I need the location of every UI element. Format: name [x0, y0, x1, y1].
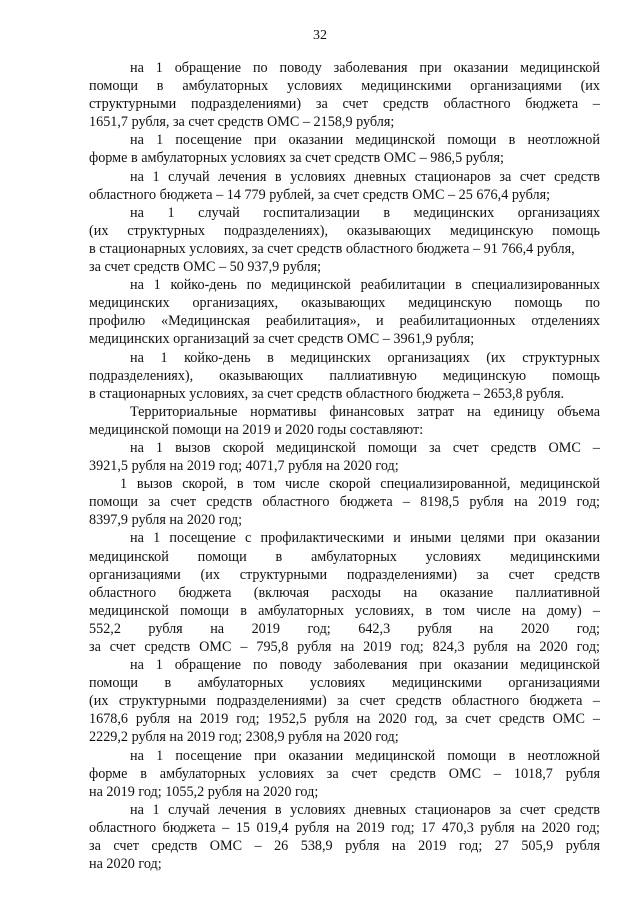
text-line: в стационарных условиях, за счет средств областного бюджета – 2653,8 рубля. — [89, 385, 565, 402]
text-line: (их структурными подразделениями) за счет средств областного бюджета – — [89, 693, 600, 710]
text-line: на 1 койко-день по медицинской реабилитации в специализированных — [130, 277, 600, 294]
text-line: 552,2 рубля на 2019 год; 642,3 рубля на 2020 год; — [89, 620, 600, 637]
text-line: на 1 обращение по поводу заболевания при оказании медицинской — [130, 60, 600, 76]
text-line: областного бюджета – 15 019,4 рубля на 2019 год; 17 470,3 рубля на 2020 год; — [89, 819, 600, 836]
text-line: на 1 койко-день в медицинских организациях (их структурных — [130, 349, 600, 366]
text-line: форме в амбулаторных условиях за счет средств ОМС – 986,5 рубля; — [89, 150, 504, 167]
body-text — [89, 59, 600, 873]
text-line: областного бюджета (включая расходы на оказание паллиативной — [89, 584, 600, 601]
text-line: медицинской помощи в амбулаторных условиях, в том числе на дому) – — [89, 602, 600, 619]
text-line: областного бюджета – 14 779 рублей, за счет средств ОМС – 25 676,4 рубля; — [89, 186, 551, 203]
text-line: структурными подразделениями) за счет средств областного бюджета – — [89, 96, 600, 113]
text-line: на 1 посещение при оказании медицинской помощи в неотложной — [130, 747, 600, 764]
text-line: (их структурных подразделениях), оказывающих медицинскую помощь — [89, 222, 600, 239]
text-line: за счет средств ОМС – 26 538,9 рубля на 2019 год; 27 505,9 рубля — [89, 838, 600, 855]
text-line: помощи в амбулаторных условиях медицинскими организациями (их — [89, 78, 600, 95]
text-line: на 1 случай госпитализации в медицинских организациях — [130, 204, 600, 221]
text-line: на 1 вызов скорой медицинской помощи за счет средств ОМС – — [130, 439, 600, 456]
page-number: 32 — [313, 28, 327, 43]
text-line: на 1 обращение по поводу заболевания при оказании медицинской — [130, 657, 600, 674]
text-line: 1 вызов скорой, в том числе скорой специализированной, медицинской — [120, 476, 600, 493]
text-line: организациями (их структурными подразделениями) за счет средств — [89, 566, 600, 583]
text-line: на 1 случай лечения в условиях дневных стационаров за счет средств — [130, 801, 600, 818]
text-line: подразделениях), оказывающих паллиативную медицинскую помощь — [89, 367, 600, 384]
text-line: профилю «Медицинская реабилитация», и реабилитационных отделениях — [89, 313, 600, 330]
text-line: за счет средств ОМС – 50 937,9 рубля; — [89, 259, 322, 276]
text-line: 2229,2 рубля на 2019 год; 2308,9 рубля на 2020 год; — [89, 729, 399, 746]
text-line: форме в амбулаторных условиях за счет средств ОМС – 1018,7 рубля — [89, 765, 600, 782]
text-line: медицинской помощи в амбулаторных условиях медицинскими — [89, 548, 600, 565]
text-line: помощи за счет средств областного бюджета – 8198,5 рубля на 2019 год; — [89, 494, 600, 511]
text-line: 8397,9 рубля на 2020 год; — [89, 512, 243, 529]
text-line: медицинских организаций за счет средств ОМС – 3961,9 рубля; — [89, 331, 475, 348]
text-line: на 2020 год; — [89, 856, 162, 873]
text-line: 1678,6 рубля на 2019 год; 1952,5 рубля на 2020 год, за счет средств ОМС – — [89, 711, 600, 728]
text-line: медицинских организациях, оказывающих медицинскую помощь по — [89, 295, 600, 312]
text-line: 3921,5 рубля на 2019 год; 4071,7 рубля на 2020 год; — [89, 458, 399, 475]
text-line: на 2019 год; 1055,2 рубля на 2020 год; — [89, 783, 319, 800]
text-line: Территориальные нормативы финансовых затрат на единицу объема — [130, 403, 600, 420]
text-line: в стационарных условиях, за счет средств областного бюджета – 91 766,4 рубля, — [89, 240, 575, 257]
text-line: 1651,7 рубля, за счет средств ОМС – 2158,9 рубля; — [89, 114, 395, 131]
text-line: медицинской помощи на 2019 и 2020 годы составляют: — [89, 421, 424, 438]
text-line: на 1 посещение с профилактическими и иными целями при оказании — [130, 530, 600, 547]
text-line: на 1 посещение при оказании медицинской помощи в неотложной — [130, 132, 600, 149]
text-line: за счет средств ОМС – 795,8 рубля на 2019 год; 824,3 рубля на 2020 год; — [89, 639, 600, 655]
text-line: на 1 случай лечения в условиях дневных стационаров за счет средств — [130, 168, 600, 185]
text-line: помощи в амбулаторных условиях медицинскими организациями — [89, 675, 600, 692]
